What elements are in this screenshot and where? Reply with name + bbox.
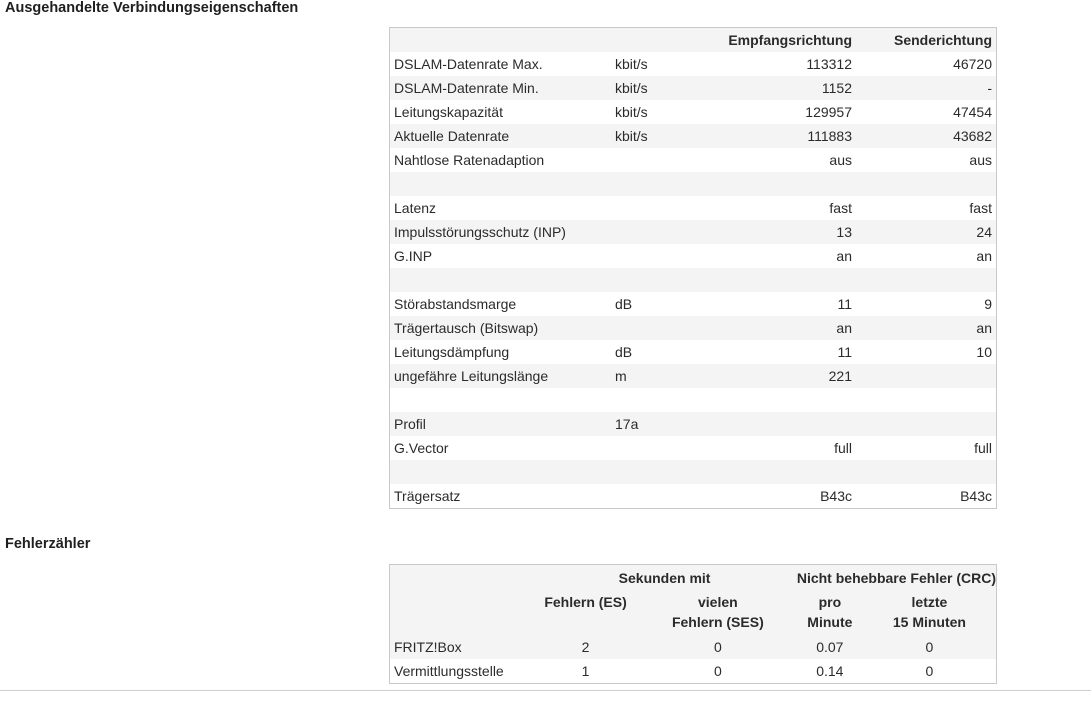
cell-upstream: B43c — [960, 488, 992, 504]
header-ses-line2: Fehlern (SES) — [671, 614, 764, 630]
cell-label: Trägertausch (Bitswap) — [394, 320, 539, 336]
table-row — [390, 172, 997, 196]
cell-downstream — [728, 460, 856, 484]
table-row — [390, 124, 997, 148]
section-title-connection-properties: Ausgehandelte Verbindungseigenschaften — [5, 0, 299, 16]
cell-last-15: 0 — [925, 663, 934, 679]
cell-downstream: 13 — [836, 224, 852, 240]
cell-es: 2 — [581, 639, 590, 655]
cell-unit: kbit/s — [615, 128, 648, 144]
cell-per-minute: 0.07 — [816, 639, 844, 655]
table-row — [390, 659, 997, 684]
error-header-empty — [390, 565, 533, 591]
cell-label — [390, 268, 616, 292]
cell-label: Impulsstörungsschutz (INP) — [394, 224, 566, 240]
section-title-error-counter: Fehlerzähler — [5, 536, 91, 552]
table-row — [390, 100, 997, 124]
cell-unit — [615, 244, 728, 268]
cell-upstream: an — [976, 248, 992, 264]
cell-upstream: 46720 — [953, 56, 992, 72]
header-unit — [615, 28, 728, 53]
table-row — [390, 340, 997, 364]
header-label — [390, 28, 616, 53]
cell-label — [390, 388, 616, 412]
header-upstream: Senderichtung — [893, 32, 992, 48]
error-group-header-row — [390, 565, 997, 591]
cell-source: FRITZ!Box — [394, 639, 462, 655]
bottom-divider — [0, 690, 1091, 691]
table-row — [390, 268, 997, 292]
cell-downstream: 129957 — [805, 104, 852, 120]
cell-downstream — [728, 268, 856, 292]
table-row — [390, 635, 997, 659]
cell-ses: 0 — [713, 663, 722, 679]
cell-label: Latenz — [394, 200, 437, 216]
cell-upstream: fast — [969, 200, 992, 216]
cell-upstream — [856, 460, 997, 484]
cell-upstream: full — [974, 440, 992, 456]
cell-upstream: 43682 — [953, 128, 992, 144]
cell-upstream — [856, 364, 997, 388]
header-downstream: Empfangsrichtung — [728, 32, 852, 48]
cell-downstream: an — [836, 320, 852, 336]
cell-label: Leitungsdämpfung — [394, 344, 510, 360]
cell-unit: kbit/s — [615, 80, 648, 96]
cell-downstream: 11 — [837, 296, 852, 312]
header-crc: Nicht behebbare Fehler (CRC) — [796, 569, 996, 586]
cell-label: Nahtlose Ratenadaption — [394, 152, 545, 168]
error-subheader-empty — [390, 590, 533, 635]
table-row — [390, 460, 997, 484]
header-seconds-with: Sekunden mit — [618, 569, 711, 586]
cell-ses: 0 — [713, 639, 722, 655]
table-row — [390, 412, 997, 436]
header-last-15-line1: letzte — [911, 594, 948, 610]
cell-label: Profil — [394, 416, 426, 432]
cell-label: Leitungskapazität — [394, 104, 503, 120]
cell-unit: dB — [615, 296, 633, 312]
header-es — [532, 590, 639, 635]
cell-label: G.Vector — [394, 440, 449, 456]
cell-unit — [615, 220, 728, 244]
cell-downstream — [728, 172, 856, 196]
table-row — [390, 436, 997, 460]
cell-downstream: 1152 — [821, 80, 852, 96]
cell-upstream: an — [976, 320, 992, 336]
cell-upstream: 47454 — [953, 104, 992, 120]
cell-downstream — [728, 388, 856, 412]
cell-label — [390, 460, 616, 484]
cell-unit — [615, 148, 728, 172]
cell-label: DSLAM-Datenrate Min. — [394, 80, 539, 96]
cell-unit — [615, 388, 728, 412]
cell-downstream: 113312 — [806, 56, 852, 72]
table-row — [390, 52, 997, 76]
cell-downstream: 111883 — [807, 128, 852, 144]
table-row — [390, 388, 997, 412]
cell-downstream: 11 — [837, 344, 852, 360]
table-row — [390, 484, 997, 509]
cell-unit — [615, 460, 728, 484]
cell-per-minute: 0.14 — [816, 663, 844, 679]
cell-downstream: 221 — [828, 368, 852, 384]
connection-properties-table — [389, 27, 997, 509]
cell-downstream — [728, 412, 856, 436]
cell-downstream: an — [836, 248, 852, 264]
cell-label: DSLAM-Datenrate Max. — [394, 56, 543, 72]
cell-unit — [615, 172, 728, 196]
header-per-minute-line1: pro — [818, 594, 842, 610]
header-ses-line1: vielen — [697, 594, 738, 610]
cell-source: Vermittlungsstelle — [394, 663, 504, 679]
cell-label: ungefähre Leitungslänge — [394, 368, 549, 384]
table-row — [390, 316, 997, 340]
cell-unit: kbit/s — [615, 56, 648, 72]
cell-unit: m — [615, 368, 627, 384]
table-row — [390, 76, 997, 100]
table-row — [390, 292, 997, 316]
table-row — [390, 364, 997, 388]
cell-unit — [615, 316, 728, 340]
cell-upstream — [856, 172, 997, 196]
cell-label — [390, 172, 616, 196]
cell-unit: 17a — [615, 416, 639, 432]
cell-unit — [615, 484, 728, 509]
error-counter-table — [389, 564, 997, 684]
cell-unit — [615, 268, 728, 292]
table-row — [390, 220, 997, 244]
header-last-15-line2: 15 Minuten — [892, 614, 966, 630]
table-row — [390, 148, 997, 172]
cell-label: Trägersatz — [394, 488, 461, 504]
cell-unit — [615, 436, 728, 460]
cell-upstream — [856, 388, 997, 412]
cell-unit: kbit/s — [615, 104, 648, 120]
cell-last-15: 0 — [925, 639, 934, 655]
cell-upstream — [856, 412, 997, 436]
cell-upstream: 24 — [976, 224, 992, 240]
header-ses — [639, 590, 797, 635]
cell-label: G.INP — [394, 248, 433, 264]
table-row — [390, 196, 997, 220]
cell-downstream: aus — [829, 152, 852, 168]
cell-downstream: B43c — [820, 488, 852, 504]
cell-upstream — [856, 268, 997, 292]
cell-upstream: aus — [969, 152, 992, 168]
cell-label: Störabstandsmarge — [394, 296, 517, 312]
table-header-row — [390, 28, 997, 53]
cell-es: 1 — [581, 663, 590, 679]
cell-downstream: full — [834, 440, 852, 456]
header-per-minute — [797, 590, 863, 635]
table-row — [390, 244, 997, 268]
cell-upstream: - — [987, 80, 992, 96]
error-sub-header-row — [390, 590, 997, 635]
cell-label: Aktuelle Datenrate — [394, 128, 510, 144]
cell-unit — [615, 196, 728, 220]
cell-downstream: fast — [829, 200, 852, 216]
cell-unit: dB — [615, 344, 633, 360]
header-last-15-minutes — [863, 590, 997, 635]
cell-upstream: 9 — [984, 296, 992, 312]
header-per-minute-line2: Minute — [807, 614, 853, 630]
header-es-text: Fehlern (ES) — [544, 594, 627, 610]
cell-upstream: 10 — [976, 344, 992, 360]
